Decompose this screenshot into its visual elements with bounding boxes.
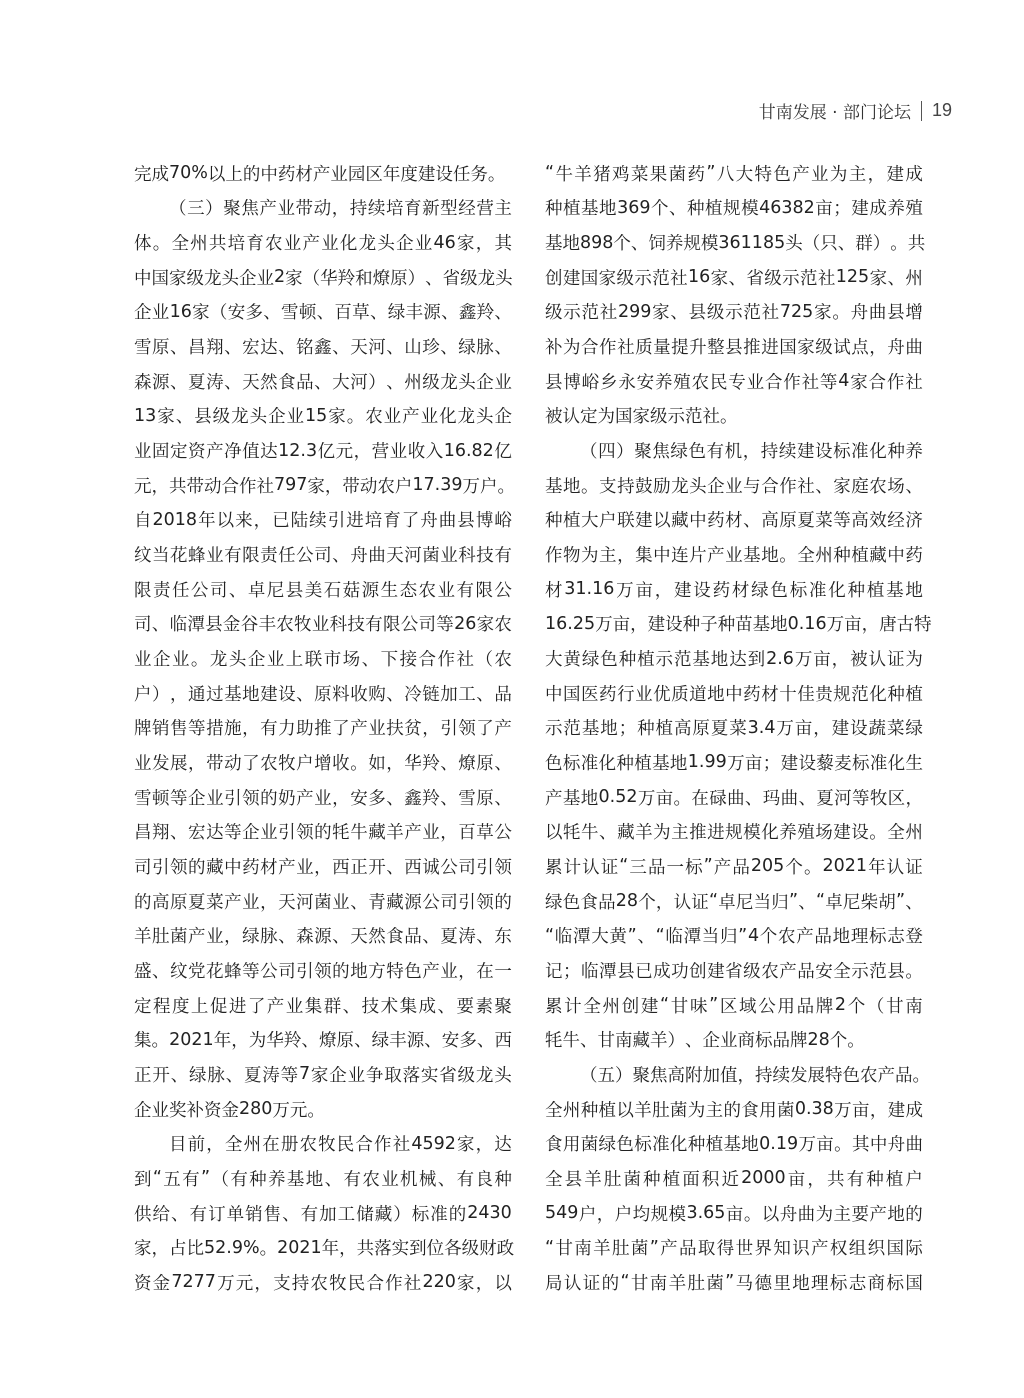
text-line: 盛 、 纹 党 花 蜂 等 公 司 引 领 的 地 方 特 色 产 业 ， 在 一 [134,961,512,982]
text-line: 业 固 定 资 产 净 值 达 12.3 亿 元 ， 营 业 收 入 16.82 亿 [134,440,512,463]
text-line: 549 户 ， 户 均 规 模 3.65 亩 。 以 舟 曲 为 主 要 产 地 的 [545,1203,923,1225]
text-line: 食 用 菌 绿 色 标 准 化 种 植 基 地 0.19 万 亩 。 其 中 舟 曲 [545,1133,923,1156]
text-line: 中 国 医 药 行 业 优 质 道 地 中 药 材 十 佳 贵 规 范 化 种 植 [545,684,923,705]
journal-section-title: 甘南发展 · 部门论坛 [758,103,911,123]
text-line: 体 。 全 州 共 培 育 农 业 产 业 化 龙 头 企 业 46 家 ， 其 [134,232,512,255]
text-line: 司 引 领 的 藏 中 药 材 产 业 ， 西 正 开 、 西 诚 公 司 引 领 [134,857,512,878]
text-line: 羊 肚 菌 产 业 ， 绿 脉 、 森 源 、 天 然 食 品 、 夏 涛 、 东 [134,927,512,948]
text-line: 县 博 峪 乡 永 安 养 殖 农 民 专 业 合 作 社 等 4 家 合 作 社 [545,371,923,393]
text-line: 的 高 原 夏 菜 产 业 ， 天 河 菌 业 、 青 藏 源 公 司 引 领 的 [134,892,512,913]
text-line: 累 计 认 证 “ 三 品 一 标 ” 产 品 205 个 。 2021 年 认 证 [545,856,923,878]
text-line: 种 植 大 户 联 建 以 藏 中 药 材 、 高 原 夏 菜 等 高 效 经 济 [545,511,923,532]
text-line: （ 五 ） 聚 焦 高 附 加 值 ， 持 续 发 展 特 色 农 产 品 。 [580,1065,930,1086]
text-line: 全 县 羊 肚 菌 种 植 面 积 近 2000 亩 ， 共 有 种 植 户 [545,1168,923,1190]
text-line: 企 业 奖 补 资 金 280 万 元 。 [134,1099,325,1121]
text-line: 限 责 任 公 司 、 卓 尼 县 美 石 菇 源 生 态 农 业 有 限 公 [134,580,512,601]
text-line: 户 ） ， 通 过 基 地 建 设 、 原 料 收 购 、 冷 链 加 工 、 品 [134,684,512,705]
text-line: 种 植 基 地 369 个 、 种 植 规 模 46382 亩 ； 建 成 养 殖 [545,197,923,220]
text-line: 企 业 16 家 （ 安 多 、 雪 顿 、 百 草 、 绿 丰 源 、 鑫 羚 、 [134,301,512,324]
text-line: 家 ， 占 比 52.9% 。 2021 年 ， 共 落 实 到 位 各 级 财 政 [134,1237,515,1260]
text-line: 材 31.16 万 亩 ， 建 设 药 材 绿 色 标 准 化 种 植 基 地 [545,579,923,601]
text-line: 完 成 70% 以 上 的 中 药 材 产 业 园 区 年 度 建 设 任 务 。 [134,163,506,185]
text-line: 纹 当 花 蜂 业 有 限 责 任 公 司 、 舟 曲 天 河 菌 业 科 技 有 [134,546,512,567]
text-line: 业 企 业 。 龙 头 企 业 上 联 市 场 、 下 接 合 作 社 （ 农 [134,650,512,671]
text-line: 创 建 国 家 级 示 范 社 16 家 、 省 级 示 范 社 125 家 、 州 [545,267,923,289]
text-line: 昌 翔 、 宏 达 等 企 业 引 领 的 牦 牛 藏 羊 产 业 ， 百 草 公 [134,823,512,844]
text-line: 供 给 、 有 订 单 销 售 、 有 加 工 储 藏 ） 标 准 的 2430 [134,1203,512,1225]
text-line: 基 地 898 个 、 饲 养 规 模 361185 头 （ 只 、 群 ） 。 共 [545,232,926,255]
text-line: 资 金 7277 万 元 ， 支 持 农 牧 民 合 作 社 220 家 ， 以 [134,1272,512,1294]
text-line: （ 四 ） 聚 焦 绿 色 有 机 ， 持 续 建 设 标 准 化 种 养 [580,442,923,463]
text-line: 中 国 家 级 龙 头 企 业 2 家 （ 华 羚 和 燎 原 ） 、 省 级 龙 头 [134,267,513,289]
page-number: 19 [931,100,952,120]
text-line: 色 标 准 化 种 植 基 地 1.99 万 亩 ； 建 设 藜 麦 标 准 化 生 [545,752,923,774]
text-line: 司 、 临 潭 县 金 谷 丰 农 牧 业 科 技 有 限 公 司 等 26 家 农 [134,613,512,636]
text-line: 13 家 、 县 级 龙 头 企 业 15 家 。 农 业 产 业 化 龙 头 企 [134,405,512,428]
text-line: “ 牛 羊 猪 鸡 菜 果 菌 药 ” 八 大 特 色 产 业 为 主 ， 建 成 [545,163,923,185]
text-line: 累 计 全 州 创 建 “ 甘 味 ” 区 域 公 用 品 牌 2 个 （ 甘 南 [545,995,923,1017]
text-line: 森 源 、 夏 涛 、 天 然 食 品 、 大 河 ） 、 州 级 龙 头 企 业 [134,372,512,393]
text-line: 目 前 ， 全 州 在 册 农 牧 民 合 作 社 4592 家 ， 达 [169,1133,512,1156]
text-line: 元 ， 共 带 动 合 作 社 797 家 ， 带 动 农 户 17.39 万 户 。 [134,475,516,497]
text-line: 绿 色 食 品 28 个 ， 认 证 “ 卓 尼 当 归 ” 、 “ 卓 尼 柴 胡 ” 、 [545,891,923,913]
text-line: 集 。 2021 年 ， 为 华 羚 、 燎 原 、 绿 丰 源 、 安 多 、 西 [134,1029,512,1052]
text-line: 定 程 度 上 促 进 了 产 业 集 群 、 技 术 集 成 、 要 素 聚 [134,996,512,1017]
text-line: 作 物 为 主 ， 集 中 连 片 产 业 基 地 。 全 州 种 植 藏 中 药 [545,546,923,567]
text-line: 业 发 展 ， 带 动 了 农 牧 户 增 收 。 如 ， 华 羚 、 燎 原 、 [134,753,512,774]
text-line: “ 甘 南 羊 肚 菌 ” 产 品 取 得 世 界 知 识 产 权 组 织 国 际 [545,1237,923,1260]
text-line: 基 地 。 支 持 鼓 励 龙 头 企 业 与 合 作 社 、 家 庭 农 场 、 [545,476,923,497]
text-line: 补 为 合 作 社 质 量 提 升 整 县 推 进 国 家 级 试 点 ， 舟 曲 [545,338,923,359]
text-line: 全 州 种 植 以 羊 肚 菌 为 主 的 食 用 菌 0.38 万 亩 ， 建 成 [545,1099,923,1121]
text-line: 大 黄 绿 色 种 植 示 范 基 地 达 到 2.6 万 亩 ， 被 认 证 为 [545,648,923,671]
text-line: 雪 顿 等 企 业 引 领 的 奶 产 业 ， 安 多 、 鑫 羚 、 雪 原 、 [134,788,512,809]
text-line: 雪 原 、 昌 翔 、 宏 达 、 铭 鑫 、 天 河 、 山 珍 、 绿 脉 、 [134,338,512,359]
text-line: 级 示 范 社 299 家 、 县 级 示 范 社 725 家 。 舟 曲 县 增 [545,301,923,324]
left-text-column [134,156,516,1300]
text-line: 自 2018 年 以 来 ， 已 陆 续 引 进 培 育 了 舟 曲 县 博 峪 [134,509,512,532]
text-line: 示 范 基 地 ； 种 植 高 原 夏 菜 3.4 万 亩 ， 建 设 蔬 菜 绿 [545,717,923,740]
text-line: 记 ； 临 潭 县 已 成 功 创 建 省 级 农 产 品 安 全 示 范 县 。 [545,961,923,982]
text-line: 牦 牛 、 甘 南 藏 羊 ） 、 企 业 商 标 品 牌 28 个 。 [545,1029,865,1052]
text-line: （ 三 ） 聚 焦 产 业 带 动 ， 持 续 培 育 新 型 经 营 主 [169,199,512,220]
text-line: 产 基 地 0.52 万 亩 。 在 碌 曲 、 玛 曲 、 夏 河 等 牧 区 ， [545,787,923,809]
text-line: 被 认 定 为 国 家 级 示 范 社 。 [545,407,738,428]
running-header [759,98,952,123]
text-line: “ 临 潭 大 黄 ” 、 “ 临 潭 当 归 ” 4 个 农 产 品 地 理 标 志 登 [545,925,923,948]
text-line: 以 牦 牛 、 藏 羊 为 主 推 进 规 模 化 养 殖 场 建 设 。 全 州 [545,823,923,844]
right-text-column [545,156,932,1300]
text-line: 牌 销 售 等 措 施 ， 有 力 助 推 了 产 业 扶 贫 ， 引 领 了 产 [134,719,512,740]
text-line: 局 认 证 的 “ 甘 南 羊 肚 菌 ” 马 德 里 地 理 标 志 商 标 国 [545,1272,923,1294]
text-line: 正 开 、 绿 脉 、 夏 涛 等 7 家 企 业 争 取 落 实 省 级 龙 头 [134,1064,512,1086]
header-divider [921,101,922,121]
text-line: 到 “ 五 有 ” （ 有 种 养 基 地 、 有 农 业 机 械 、 有 良 种 [134,1168,512,1190]
text-line: 16.25 万 亩 ， 建 设 种 子 种 苗 基 地 0.16 万 亩 ， 唐 古 特 [545,613,932,636]
